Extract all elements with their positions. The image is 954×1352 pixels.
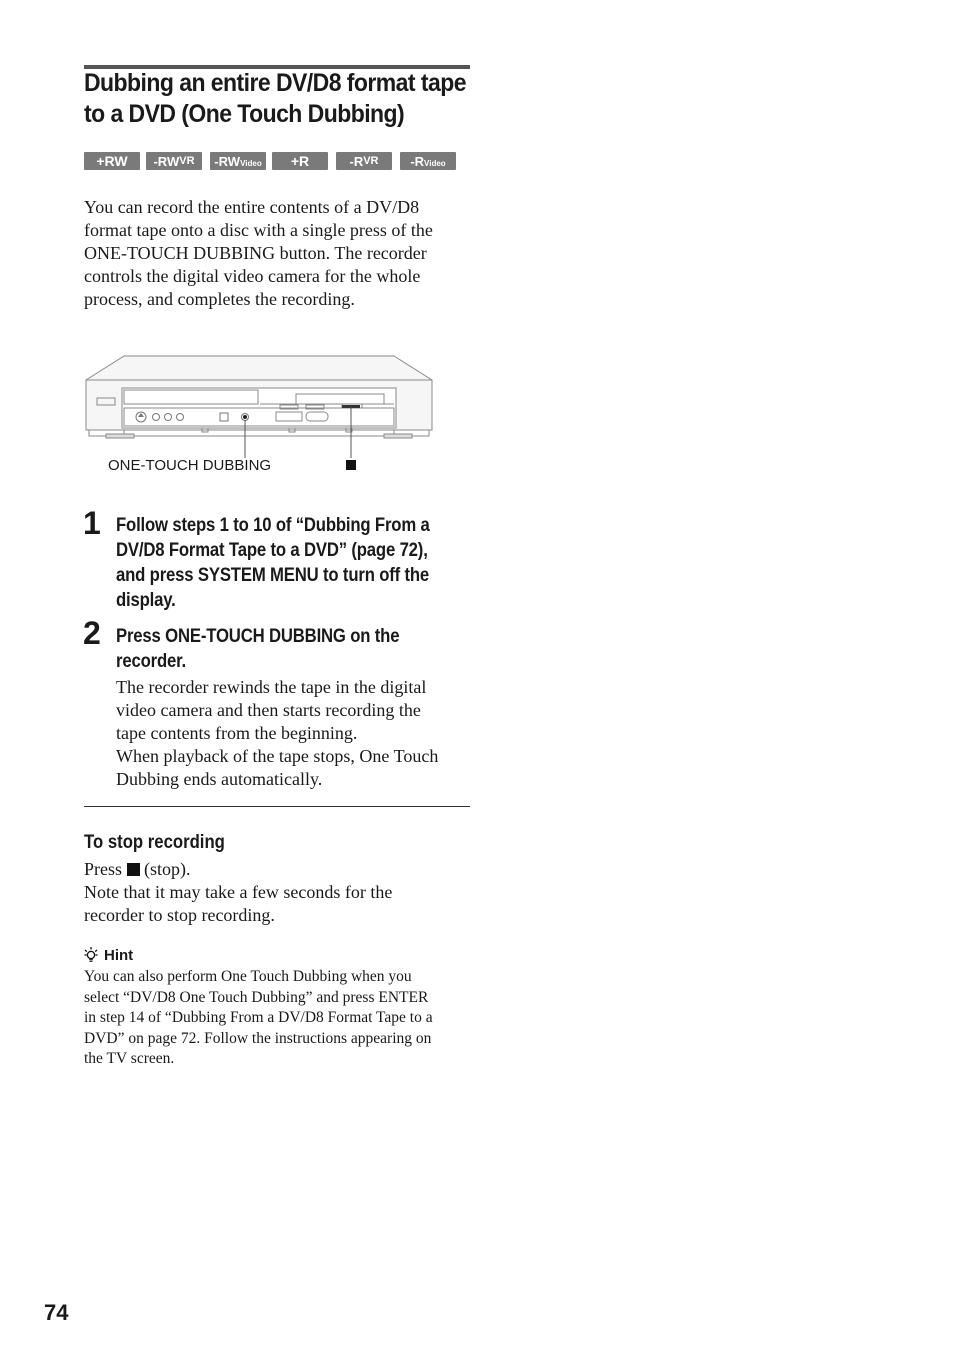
intro-line: ONE-TOUCH DUBBING button. The recorder xyxy=(84,243,427,263)
section-title xyxy=(84,68,466,130)
hint-line: in step 14 of “Dubbing From a DV/D8 Format Tape to a xyxy=(84,1009,433,1026)
hint-heading xyxy=(84,946,133,964)
step-2-heading xyxy=(116,624,450,674)
page-number: 74 xyxy=(44,1300,69,1325)
intro-line: format tape onto a disc with a single press of the xyxy=(84,220,433,240)
badge-plus-rw: +RW xyxy=(84,152,140,170)
intro-line: controls the digital video camera for the whole xyxy=(84,266,421,286)
stop-line: recorder to stop recording. xyxy=(84,905,275,925)
step-number: 2 xyxy=(83,615,101,651)
step-2-body xyxy=(116,676,476,791)
badge-minus-r-video: -R Video xyxy=(400,152,456,170)
step-1-heading xyxy=(116,513,450,613)
section-divider xyxy=(84,806,470,807)
stop-icon xyxy=(127,863,140,876)
hint-line: DVD” on page 72. Follow the instructions appearing on xyxy=(84,1029,432,1047)
stop-recording-heading: To stop recording xyxy=(84,832,225,853)
intro-paragraph xyxy=(84,196,474,311)
intro-line: process, and completes the recording. xyxy=(84,289,355,309)
stop-recording-body xyxy=(84,858,392,927)
badge-minus-rw-video: -RW Video xyxy=(210,152,266,170)
intro-line: You can record the entire contents of a DV/D8 xyxy=(84,197,420,217)
step-heading-line: Follow steps 1 to 10 of “Dubbing From a xyxy=(116,515,430,536)
step-heading-line: and press SYSTEM MENU to turn off the xyxy=(116,565,430,586)
section-title-line: Dubbing an entire DV/D8 format tape xyxy=(84,69,466,97)
badge-minus-rw-vr: -RW VR xyxy=(146,152,202,170)
step-heading-line: display. xyxy=(116,590,176,611)
step-heading-line: recorder. xyxy=(116,651,186,672)
section-title-line: to a DVD (One Touch Dubbing) xyxy=(84,100,405,128)
recorder-diagram xyxy=(84,350,444,485)
hint-line: You can also perform One Touch Dubbing when you xyxy=(84,968,412,985)
step-body-line: video camera and then starts recording the xyxy=(116,700,421,720)
stop-press-line xyxy=(84,858,392,881)
hint-line: the TV screen. xyxy=(84,1050,175,1067)
badge-minus-r-vr: -R VR xyxy=(336,152,392,170)
step-body-line: When playback of the tape stops, One Touch xyxy=(116,746,439,766)
stop-press-prefix: Press xyxy=(84,859,123,879)
hint-line: select “DV/D8 One Touch Dubbing” and press ENTER xyxy=(84,988,429,1006)
step-heading-line: DV/D8 Format Tape to a DVD” (page 72), xyxy=(116,540,428,561)
stop-line: Note that it may take a few seconds for the xyxy=(84,882,393,902)
step-heading-line: Press ONE-TOUCH DUBBING on the xyxy=(116,626,400,647)
one-touch-dubbing-label: ONE-TOUCH DUBBING xyxy=(108,457,272,474)
lightbulb-icon xyxy=(84,946,98,964)
step-body-line: Dubbing ends automatically. xyxy=(116,769,323,789)
step-body-line: tape contents from the beginning. xyxy=(116,723,358,743)
stop-square-icon xyxy=(346,460,356,470)
hint-label: Hint xyxy=(104,946,134,964)
step-number: 1 xyxy=(83,505,101,541)
hint-body xyxy=(84,967,433,1070)
badge-plus-r: +R xyxy=(272,152,328,170)
step-body-line: The recorder rewinds the tape in the digital xyxy=(116,677,427,697)
stop-press-suffix: (stop). xyxy=(144,859,191,879)
